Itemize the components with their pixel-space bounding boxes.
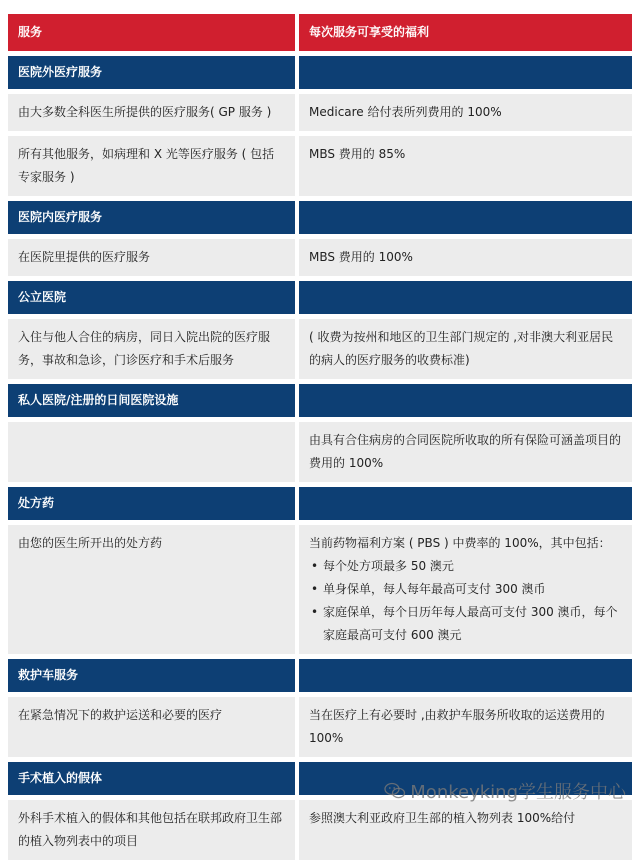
section-title: 处方药 — [8, 487, 295, 520]
header-benefit: 每次服务可享受的福利 — [299, 14, 632, 51]
bullet-item: • 单身保单，每人每年最高可支付 300 澳币 — [309, 578, 622, 601]
watermark-text: Monkeyking学生服务中心 — [410, 782, 626, 803]
section-filler — [299, 384, 632, 417]
benefits-table — [8, 14, 632, 865]
table-row — [8, 319, 632, 379]
section-filler — [299, 487, 632, 520]
section-outside-hospital — [8, 56, 632, 89]
benefit-cell — [299, 319, 632, 379]
header-service: 服务 — [8, 14, 295, 51]
section-title: 私人医院/注册的日间医院设施 — [8, 384, 295, 417]
section-filler — [299, 281, 632, 314]
table-row — [8, 525, 632, 654]
section-prescription — [8, 487, 632, 520]
benefit-cell: 由具有合住病房的合同医院所收取的所有保险可涵盖项目的费用的 100% — [299, 422, 632, 482]
benefit-text: 当前药物福利方案 ( PBS ) 中费率的 100%，其中包括： — [309, 536, 611, 550]
table-row — [8, 422, 632, 482]
benefit-text: ( 收费为按州和地区的卫生部门规定的 ,对非澳大利亚居民的病人的医疗服务的收费标准) — [309, 330, 614, 367]
section-ambulance — [8, 659, 632, 692]
service-cell: 所有其他服务，如病理和 X 光等医疗服务 ( 包括专家服务 ) — [8, 136, 295, 196]
section-title: 医院内医疗服务 — [8, 201, 295, 234]
bullet-item: • 每个处方项最多 50 澳元 — [309, 555, 622, 578]
watermark — [384, 778, 626, 804]
section-title: 手术植入的假体 — [8, 762, 295, 795]
bullet-item: • 家庭保单，每个日历年每人最高可支付 300 澳币，每个家庭最高可支付 600 澳元 — [309, 601, 622, 647]
section-filler — [299, 56, 632, 89]
benefit-cell: MBS 费用的 85% — [299, 136, 632, 196]
section-filler — [299, 659, 632, 692]
service-cell: 入住与他人合住的病房，同日入院出院的医疗服务，事故和急诊，门诊医疗和手术后服务 — [8, 319, 295, 379]
benefit-cell: MBS 费用的 100% — [299, 239, 632, 276]
table-row — [8, 239, 632, 276]
benefit-cell: Medicare 给付表所列费用的 100% — [299, 94, 632, 131]
section-public-hospital — [8, 281, 632, 314]
service-cell: 在医院里提供的医疗服务 — [8, 239, 295, 276]
benefit-cell: 参照澳大利亚政府卫生部的植入物列表 100%给付 — [299, 800, 632, 860]
service-cell: 由您的医生所开出的处方药 — [8, 525, 295, 654]
table-row — [8, 697, 632, 757]
table-row — [8, 94, 632, 131]
section-filler — [299, 201, 632, 234]
benefit-bullet-list — [309, 555, 622, 647]
section-title: 公立医院 — [8, 281, 295, 314]
service-cell: 外科手术植入的假体和其他包括在联邦政府卫生部的植入物列表中的项目 — [8, 800, 295, 860]
table-row — [8, 136, 632, 196]
benefit-cell — [299, 525, 632, 654]
table-header-row — [8, 14, 632, 51]
service-cell: 在紧急情况下的救护运送和必要的医疗 — [8, 697, 295, 757]
benefit-cell: 当在医疗上有必要时 ,由救护车服务所收取的运送费用的 100% — [299, 697, 632, 757]
section-private-hospital — [8, 384, 632, 417]
section-title: 医院外医疗服务 — [8, 56, 295, 89]
section-title: 救护车服务 — [8, 659, 295, 692]
service-cell — [8, 422, 295, 482]
service-cell: 由大多数全科医生所提供的医疗服务( GP 服务 ) — [8, 94, 295, 131]
table-row — [8, 800, 632, 860]
section-inside-hospital — [8, 201, 632, 234]
wechat-icon — [384, 782, 406, 800]
